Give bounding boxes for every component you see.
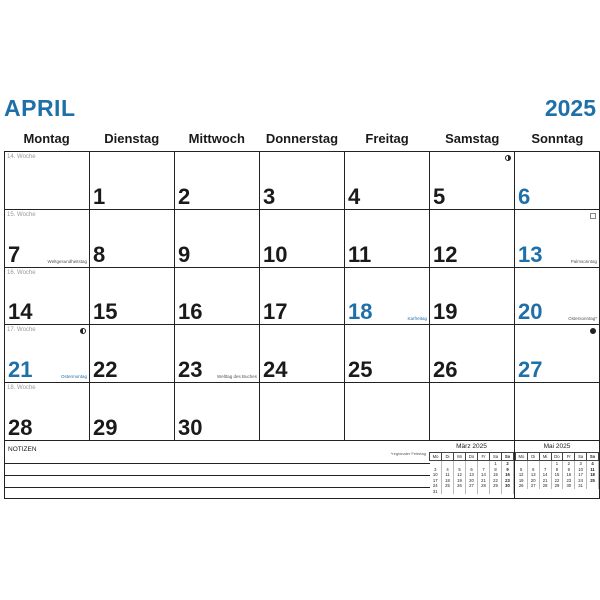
day-number: 11: [348, 241, 372, 267]
mini-day: 1: [551, 461, 563, 467]
day-cell[interactable]: [345, 383, 430, 441]
day-number: 3: [263, 183, 276, 209]
mini-day: 2: [563, 461, 575, 467]
day-number: 12: [433, 241, 458, 267]
day-number: 24: [263, 357, 288, 383]
day-number: 26: [433, 357, 458, 383]
mini-day: 24: [575, 478, 587, 484]
mini-day: 21: [539, 478, 551, 484]
day-number: 15: [93, 299, 118, 325]
day-cell[interactable]: [515, 210, 600, 268]
mini-day: 6: [527, 467, 539, 473]
weekday-label: Mittwoch: [188, 131, 245, 146]
mini-day: [587, 483, 599, 489]
mini-day: 16: [563, 472, 575, 478]
day-cell[interactable]: [260, 268, 345, 326]
mini-weekday-header: Do: [551, 453, 563, 461]
mini-weekday-header: Fr: [478, 453, 490, 461]
day-cell[interactable]: [5, 210, 90, 268]
day-cell[interactable]: [430, 210, 515, 268]
day-number: 6: [518, 183, 531, 209]
day-number: 20: [518, 299, 543, 325]
moon-phase-full-icon: [590, 213, 596, 219]
mini-day: 17: [430, 478, 442, 484]
note-line: [5, 463, 430, 464]
mini-weekday-header: Do: [466, 453, 478, 461]
mini-day: 2: [502, 461, 514, 467]
mini-day: 30: [502, 483, 514, 489]
mini-day: 26: [516, 483, 528, 489]
weekday-label: Freitag: [365, 131, 409, 146]
day-cell[interactable]: [5, 268, 90, 326]
day-cell[interactable]: [175, 268, 260, 326]
day-cell[interactable]: [90, 152, 175, 210]
weekday-label: Sonntag: [531, 131, 584, 146]
note-line: [5, 487, 430, 488]
notes-label: NOTIZEN: [8, 446, 37, 453]
mini-day: 16: [502, 472, 514, 478]
day-number: 14: [8, 299, 33, 325]
day-cell[interactable]: [175, 325, 260, 383]
mini-day: 28: [539, 483, 551, 489]
mini-day: 1: [490, 461, 502, 467]
mini-day: [454, 489, 466, 495]
mini-day: 23: [563, 478, 575, 484]
day-cell[interactable]: [345, 210, 430, 268]
day-cell[interactable]: [175, 383, 260, 441]
mini-day: 3: [430, 467, 442, 473]
holiday-note: Welttag des Buches: [217, 374, 257, 380]
day-cell[interactable]: [515, 268, 600, 326]
mini-day: 13: [466, 472, 478, 478]
mini-day: 4: [587, 461, 599, 467]
day-number: 28: [8, 414, 33, 440]
day-number: 23: [178, 357, 203, 383]
mini-day: 10: [430, 472, 442, 478]
mini-day: 18: [587, 472, 599, 478]
mini-day: 7: [539, 467, 551, 473]
day-cell[interactable]: [175, 210, 260, 268]
mini-day: 22: [490, 478, 502, 484]
weekday-label: Montag: [23, 131, 70, 146]
day-number: 5: [433, 183, 446, 209]
week-number-label: 18. Woche: [7, 385, 36, 392]
mini-day: [478, 489, 490, 495]
mini-day: 5: [454, 467, 466, 473]
mini-day: 19: [516, 478, 528, 484]
mini-weekday-header: Sa: [575, 453, 587, 461]
mini-calendar-title: Mai 2025: [543, 443, 571, 450]
mini-day: [502, 489, 514, 495]
mini-weekday-header: Mo: [516, 453, 528, 461]
mini-day: 7: [478, 467, 490, 473]
day-cell[interactable]: [90, 210, 175, 268]
mini-weekday-header: Sa: [490, 453, 502, 461]
day-number: 22: [93, 357, 118, 383]
day-number: 25: [348, 357, 373, 383]
day-cell[interactable]: [5, 152, 90, 210]
day-cell[interactable]: [345, 268, 430, 326]
mini-day: [466, 489, 478, 495]
note-line: [5, 475, 430, 476]
day-number: 4: [348, 183, 361, 209]
mini-day: 25: [442, 483, 454, 489]
day-cell[interactable]: [5, 383, 90, 441]
day-cell[interactable]: [260, 152, 345, 210]
day-cell[interactable]: [260, 383, 345, 441]
mini-day: 17: [575, 472, 587, 478]
mini-day: 21: [478, 478, 490, 484]
mini-day: 31: [430, 489, 442, 495]
mini-day: 23: [502, 478, 514, 484]
calendar-grid: [4, 151, 600, 441]
year-title: 2025: [544, 95, 596, 121]
holiday-footnote: *regionaler Feiertag: [390, 451, 426, 456]
mini-day: [490, 489, 502, 495]
day-number: 8: [93, 241, 106, 267]
week-number-label: 17. Woche: [7, 327, 36, 334]
mini-day: 15: [551, 472, 563, 478]
day-number: 27: [518, 357, 543, 383]
mini-day: 8: [490, 467, 502, 473]
mini-day: 31: [575, 483, 587, 489]
day-number: 18: [348, 299, 373, 325]
weekday-label: Donnerstag: [265, 131, 339, 146]
day-cell[interactable]: [515, 383, 600, 441]
mini-day: 6: [466, 467, 478, 473]
week-number-label: 16. Woche: [7, 269, 36, 276]
mini-day: 22: [551, 478, 563, 484]
mini-day: 29: [551, 483, 563, 489]
day-number: 29: [93, 414, 118, 440]
mini-calendar-march: [429, 441, 515, 499]
mini-calendar-may: [515, 441, 600, 499]
moon-phase-last-icon: [80, 328, 86, 334]
mini-day: 13: [527, 472, 539, 478]
mini-day: 19: [454, 478, 466, 484]
mini-weekday-header: Mo: [430, 453, 442, 461]
day-cell[interactable]: [430, 383, 515, 441]
moon-phase-new-icon: [590, 328, 596, 334]
mini-day: 28: [478, 483, 490, 489]
mini-day: 9: [502, 467, 514, 473]
weekday-label: Samstag: [445, 131, 500, 146]
mini-day: 26: [454, 483, 466, 489]
day-number: 30: [178, 414, 203, 440]
mini-weekday-header: So: [587, 453, 599, 461]
day-cell[interactable]: [90, 268, 175, 326]
weekday-label: Dienstag: [104, 131, 160, 146]
day-number: 17: [263, 299, 288, 325]
mini-day: 15: [490, 472, 502, 478]
mini-weekday-header: So: [502, 453, 514, 461]
week-number-label: 15. Woche: [7, 211, 36, 218]
holiday-note: Ostersonntag*: [568, 316, 597, 322]
mini-calendar-table: [515, 452, 599, 489]
mini-day: 18: [442, 478, 454, 484]
mini-day: 30: [563, 483, 575, 489]
mini-weekday-header: Fr: [563, 453, 575, 461]
day-cell[interactable]: [515, 325, 600, 383]
day-number: 2: [178, 183, 191, 209]
mini-day: 9: [563, 467, 575, 473]
day-cell[interactable]: [260, 210, 345, 268]
day-cell[interactable]: [175, 152, 260, 210]
mini-day: 3: [575, 461, 587, 467]
day-cell[interactable]: [515, 152, 600, 210]
day-cell[interactable]: [430, 152, 515, 210]
holiday-note: Ostermontag: [60, 374, 87, 380]
mini-day: 27: [527, 483, 539, 489]
day-cell[interactable]: [90, 383, 175, 441]
mini-day: 4: [442, 467, 454, 473]
day-cell[interactable]: [430, 325, 515, 383]
mini-calendar-table: [429, 452, 514, 494]
day-cell[interactable]: [260, 325, 345, 383]
day-cell[interactable]: [90, 325, 175, 383]
day-cell[interactable]: [430, 268, 515, 326]
day-number: 16: [178, 299, 203, 325]
mini-day: [442, 489, 454, 495]
day-number: 13: [518, 241, 543, 267]
mini-day: 8: [551, 467, 563, 473]
day-number: 9: [178, 241, 191, 267]
mini-day: 27: [466, 483, 478, 489]
week-number-label: 14. Woche: [7, 154, 36, 160]
mini-weekday-header: Mi: [539, 453, 551, 461]
month-title: APRIL: [4, 95, 76, 121]
mini-weekday-header: Mi: [454, 453, 466, 461]
day-cell[interactable]: [5, 325, 90, 383]
mini-day: 5: [516, 467, 528, 473]
day-number: 19: [433, 299, 458, 325]
mini-day: 20: [527, 478, 539, 484]
mini-calendar-title: März 2025: [456, 443, 487, 450]
moon-phase-first-icon: [505, 155, 511, 161]
mini-weekday-header: Di: [442, 453, 454, 461]
mini-day: 11: [442, 472, 454, 478]
mini-day: 10: [575, 467, 587, 473]
day-number: 7: [8, 241, 21, 267]
mini-day: 11: [587, 467, 599, 473]
day-cell[interactable]: [345, 152, 430, 210]
mini-day: 14: [478, 472, 490, 478]
holiday-note: Weltgesundheitstag: [47, 258, 87, 264]
day-number: 21: [8, 357, 33, 383]
mini-day: 12: [454, 472, 466, 478]
day-number: 1: [93, 183, 106, 209]
mini-day: 24: [430, 483, 442, 489]
mini-day: 29: [490, 483, 502, 489]
weekday-header-row: [4, 131, 600, 151]
day-cell[interactable]: [345, 325, 430, 383]
day-number: 10: [263, 241, 288, 267]
mini-day: 12: [516, 472, 528, 478]
mini-day: 25: [587, 478, 599, 484]
mini-weekday-header: Di: [527, 453, 539, 461]
mini-day: 20: [466, 478, 478, 484]
holiday-note: Palmsonntag: [570, 258, 597, 264]
holiday-note: Karfreitag: [407, 316, 427, 322]
mini-day: 14: [539, 472, 551, 478]
notes-area[interactable]: [4, 441, 429, 499]
